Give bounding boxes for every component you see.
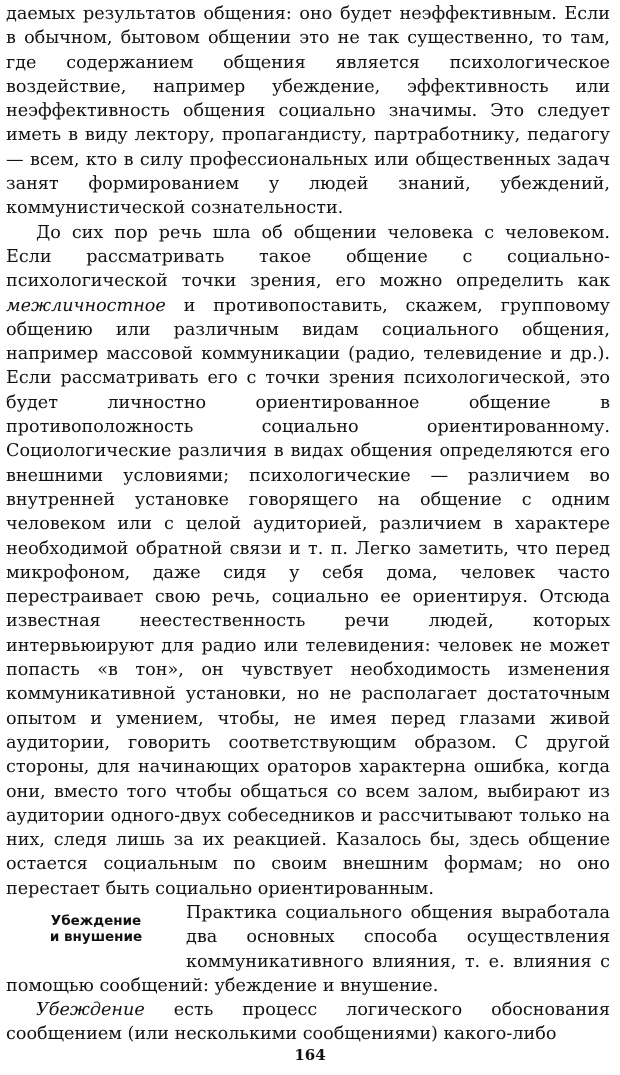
- section-heading: [6, 901, 186, 973]
- paragraph-3: Практика социального общения выработала два основных способа осуществления коммуникативного влияния, т. е. влияния с помощью сообщений: убеждение и внушение.: [6, 902, 610, 996]
- paragraph-4: [6, 998, 610, 1047]
- paragraph-2-text-start: До сих пор речь шла об общении человека с человеком. Если рассматривать такое общение с социально-психологической точки зрения, его можно определить как: [6, 222, 610, 292]
- body-text: [6, 2, 610, 1047]
- paragraph-2-text-rest: и противопоставить, скажем, групповому общению или различным видам социального общения, например массовой коммуникации (радио, телевидение и др.). Если рассматривать его с точки зрения психологической, это будет личностно ориентированное общение в противоположность социально ориентированному. Социологические различия в видах общения определяются его внешними условиями; психологические — различием во внутренней установке говорящего на общение с одним человеком или с целой аудиторией, различием в характере необходимой обратной связи и т. п. Легко заметить, что перед микрофоном, даже сидя у себя дома, человек часто перестраивает свою речь, социально ее ориентируя. Отсюда известная неестественность речи людей, которых интервьюируют для радио или телевидения: человек не может попасть «в тон», он чувствует необходимость изменения коммуникативной установки, но не располагает достаточным опытом и умением, чтобы, не имея перед глазами живой аудитории, говорить соответствующим образом. С другой стороны, для начинающих ораторов характерна ошибка, когда они, вместо того чтобы общаться со всем залом, выбирают из аудитории одного-двух собеседников и рассчитывают только на них, следя лишь за их реакцией. Казалось бы, здесь общение остается социальным по своим внешним формам; но оно перестает быть социально ориентированным.: [6, 295, 610, 899]
- page-number: 164: [294, 1046, 326, 1064]
- paragraph-2: [6, 221, 610, 901]
- term-interpersonal: межличностное: [6, 295, 166, 316]
- paragraph-1: даемых результатов общения: оно будет неэффективным. Если в обычном, бытовом общении это не так существенно, то там, где содержанием общения является психологическое воздействие, например убеждение, эффективность или неэффективность общения социально значимы. Это следует иметь в виду лектору, пропагандисту, партработнику, педагогу — всем, кто в силу профессиональных или общественных задач занят формированием у людей знаний, убеждений, коммунистической сознательности.: [6, 4, 610, 219]
- paragraph-4-text: есть процесс логического обоснования сообщением (или несколькими сообщениями) какого-либо: [6, 1000, 610, 1045]
- term-persuasion: Убеждение: [36, 1000, 145, 1021]
- section-heading-line-2: и внушение: [49, 928, 143, 945]
- section-heading-line-1: Убеждение: [50, 912, 142, 929]
